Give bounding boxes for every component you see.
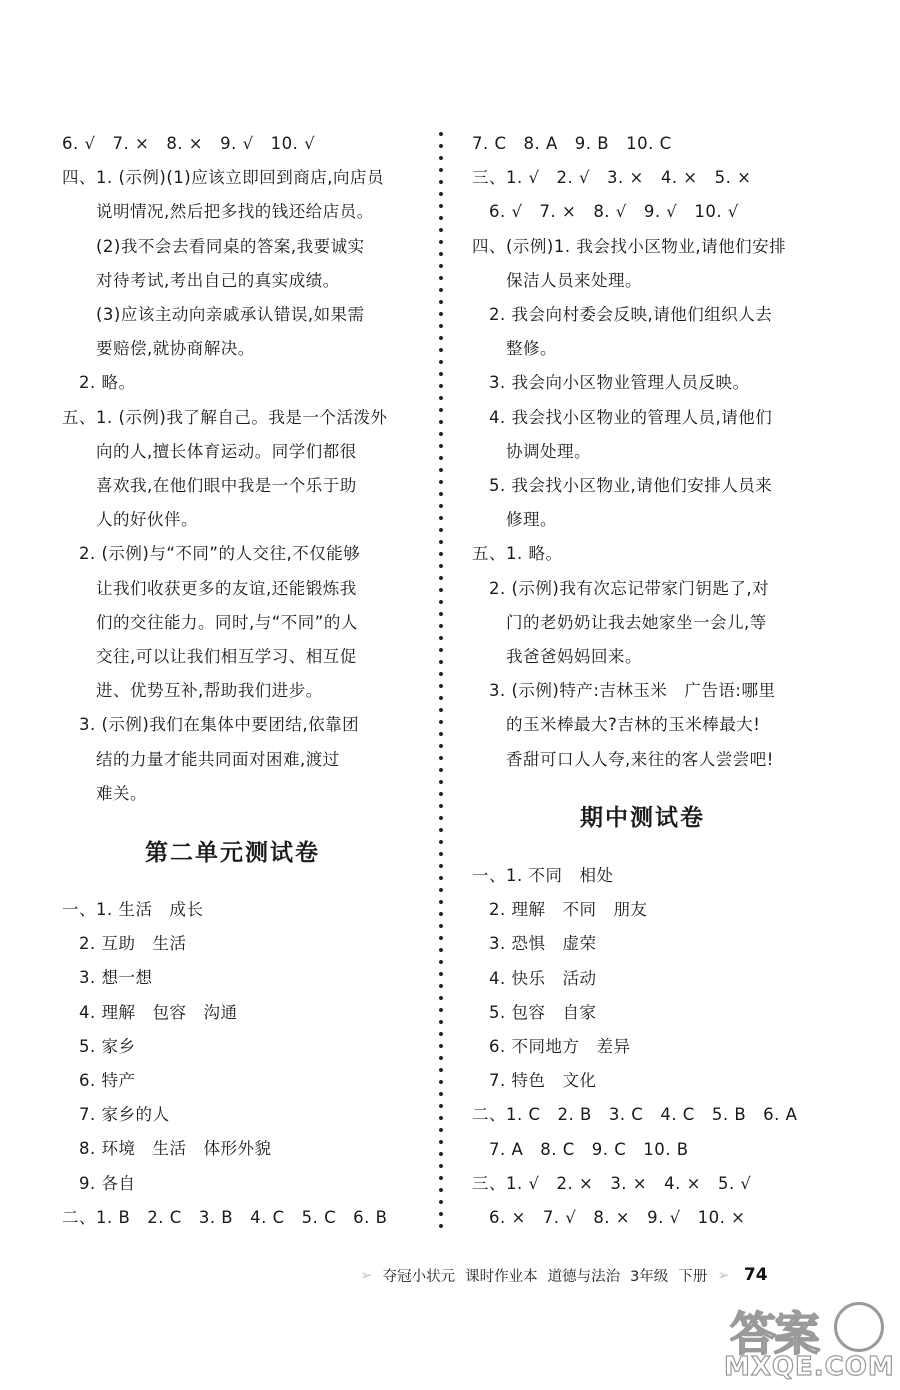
answer-line: 保洁人员来处理。 — [472, 270, 642, 290]
page-footer — [360, 1262, 768, 1288]
page-number: 74 — [743, 1265, 768, 1285]
answer-line: 6. × 7. √ 8. × 9. √ 10. × — [472, 1208, 746, 1227]
watermark-text-bottom: MXQE.COM — [724, 1352, 895, 1382]
footer-volume: 下册 — [678, 1268, 708, 1285]
answer-line: 向的人,擅长体育运动。同学们都很 — [62, 441, 357, 461]
answer-line: 3. 恐惧 虚荣 — [472, 934, 597, 954]
answer-line: 6. 不同地方 差异 — [472, 1037, 631, 1056]
answer-line: 3. 我会向小区物业管理人员反映。 — [472, 373, 750, 393]
answer-line: 2. 略。 — [62, 373, 136, 393]
answer-line: 7. 家乡的人 — [62, 1105, 170, 1125]
answer-line: (3)应该主动向亲戚承认错误,如果需 — [62, 305, 365, 324]
section-title-midterm: 期中测试卷 — [580, 804, 705, 831]
answer-line: 让我们收获更多的友谊,还能锻炼我 — [62, 578, 357, 598]
answer-line: 喜欢我,在他们眼中我是一个乐于助 — [62, 476, 357, 495]
arrow-icon: ➢ — [717, 1266, 730, 1284]
answer-line: 五、1. (示例)我了解自己。我是一个活泼外 — [62, 407, 388, 427]
answer-line: 门的老奶奶让我去她家坐一会儿,等 — [472, 612, 767, 632]
answer-line: 8. 环境 生活 体形外貌 — [62, 1139, 272, 1159]
answer-line: 难关。 — [62, 783, 147, 803]
watermark-logo — [720, 1298, 895, 1388]
dotted-divider — [437, 128, 445, 1230]
answer-line: 的玉米棒最大?吉林的玉米棒最大! — [472, 715, 761, 735]
answer-line: 一、1. 不同 相处 — [472, 866, 614, 885]
answer-line: 们的交往能力。同时,与“不同”的人 — [62, 612, 358, 632]
answer-line: 二、1. C 2. B 3. C 4. C 5. B 6. A — [472, 1105, 798, 1125]
footer-subject: 道德与法治 — [547, 1268, 621, 1285]
answer-line: 结的力量才能共同面对困难,渡过 — [62, 749, 340, 769]
answer-line: 5. 我会找小区物业,请他们安排人员来 — [472, 476, 773, 495]
answer-line: 四、(示例)1. 我会找小区物业,请他们安排 — [472, 236, 787, 256]
answer-line: 2. 理解 不同 朋友 — [472, 900, 648, 920]
answer-line: 3. (示例)我们在集体中要团结,依靠团 — [62, 715, 360, 735]
answer-line: 我爸爸妈妈回来。 — [472, 647, 642, 666]
answer-line: 9. 各自 — [62, 1173, 136, 1193]
answer-line: 3. 想一想 — [62, 968, 153, 988]
answer-line: 整修。 — [472, 339, 557, 359]
answer-line: 6. √ 7. × 8. × 9. √ 10. √ — [62, 134, 316, 153]
answer-line: 7. A 8. C 9. C 10. B — [472, 1139, 689, 1159]
answer-line: 三、1. √ 2. √ 3. × 4. × 5. × — [472, 168, 752, 188]
answer-line: 4. 快乐 活动 — [472, 968, 597, 988]
footer-book: 课时作业本 — [465, 1268, 538, 1285]
answer-line: 四、1. (示例)(1)应该立即回到商店,向店员 — [62, 168, 384, 188]
answer-line: 7. C 8. A 9. B 10. C — [472, 134, 672, 153]
arrow-icon: ➢ — [360, 1266, 373, 1284]
answer-line: 要赔偿,就协商解决。 — [62, 339, 255, 359]
answer-line: 3. (示例)特产:吉林玉米 广告语:哪里 — [472, 681, 776, 701]
answer-line: 7. 特色 文化 — [472, 1071, 597, 1091]
watermark-text-top: 答案 — [730, 1307, 818, 1361]
answer-line: 三、1. √ 2. × 3. × 4. × 5. √ — [472, 1173, 752, 1193]
answer-line: 五、1. 略。 — [472, 544, 563, 564]
answer-line: 2. (示例)我有次忘记带家门钥匙了,对 — [472, 578, 770, 598]
answer-line: 2. 互助 生活 — [62, 934, 187, 954]
answer-line: 二、1. B 2. C 3. B 4. C 5. C 6. B — [62, 1207, 388, 1227]
answer-line: 6. 特产 — [62, 1071, 136, 1090]
footer-grade: 3年级 — [630, 1268, 669, 1285]
answer-line: 5. 包容 自家 — [472, 1002, 597, 1022]
answer-line: 交往,可以让我们相互学习、相互促 — [62, 647, 357, 666]
answer-line: 6. √ 7. × 8. √ 9. √ 10. √ — [472, 202, 739, 222]
answer-line: 一、1. 生活 成长 — [62, 900, 204, 919]
answer-line: 2. (示例)与“不同”的人交往,不仅能够 — [62, 544, 361, 564]
answer-line: 修理。 — [472, 510, 557, 530]
section-title-unit2: 第二单元测试卷 — [145, 839, 320, 866]
footer-brand: 夺冠小状元 — [382, 1268, 456, 1285]
answer-line: 4. 我会找小区物业的管理人员,请他们 — [472, 407, 773, 427]
answer-line: 4. 理解 包容 沟通 — [62, 1002, 238, 1022]
answer-line: 2. 我会向村委会反映,请他们组织人去 — [472, 305, 773, 324]
answer-line: (2)我不会去看同桌的答案,我要诚实 — [62, 236, 365, 256]
answer-line: 协调处理。 — [472, 441, 591, 461]
answer-line: 5. 家乡 — [62, 1036, 136, 1056]
answer-line: 香甜可口人人夸,来往的客人尝尝吧! — [472, 749, 774, 769]
answer-line: 说明情况,然后把多找的钱还给店员。 — [62, 202, 374, 222]
answer-line: 进、优势互补,帮助我们进步。 — [62, 681, 323, 701]
watermark-circle-icon — [834, 1302, 884, 1352]
answer-line: 人的好伙伴。 — [62, 510, 198, 530]
answer-line: 对待考试,考出自己的真实成绩。 — [62, 270, 340, 290]
